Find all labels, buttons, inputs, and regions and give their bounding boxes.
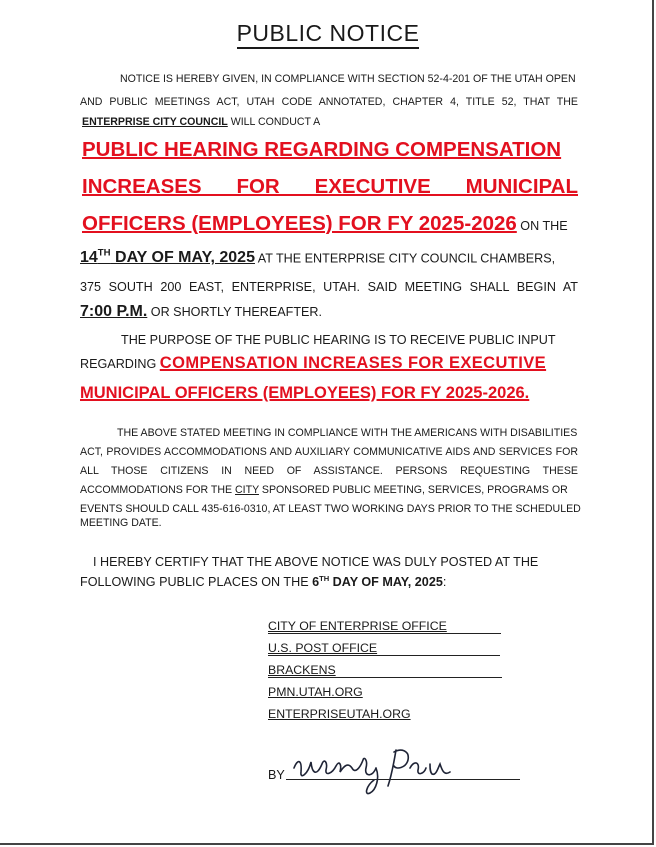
purpose-highlight-1: COMPENSATION INCREASES FOR EXECUTIVE	[159, 354, 547, 372]
notice-line-2: AND PUBLIC MEETINGS ACT, UTAH CODE ANNOTATED, CHAPTER 4, TITLE 52, THAT THE	[80, 96, 578, 108]
ada-line-1: THE ABOVE STATED MEETING IN COMPLIANCE WITH THE AMERICANS WITH DISABILITIES	[117, 427, 578, 439]
location-line: 375 SOUTH 200 EAST, ENTERPRISE, UTAH. SAID MEETING SHALL BEGIN AT	[80, 280, 578, 294]
ada-line-5: EVENTS SHOULD CALL 435-616-0310, AT LEAST TWO WORKING DAYS PRIOR TO THE SCHEDULED	[80, 503, 581, 515]
purpose-line-2: REGARDING COMPENSATION INCREASES FOR EXECUTIVE	[80, 354, 547, 372]
meeting-time: 7:00 P.M.	[80, 303, 148, 320]
hearing-title-line-3: OFFICERS (EMPLOYEES) FOR FY 2025-2026 ON THE	[82, 212, 568, 235]
ada-line-3: ALL THOSE CITIZENS IN NEED OF ASSISTANCE. PERSONS REQUESTING THESE	[80, 465, 578, 477]
ada-line-6: MEETING DATE.	[80, 517, 162, 529]
posting-place-pmn: PMN.UTAH.ORG	[268, 685, 363, 699]
posting-place-post-office: U.S. POST OFFICE	[268, 641, 378, 655]
by-label: BY	[268, 768, 285, 782]
purpose-line-1: THE PURPOSE OF THE PUBLIC HEARING IS TO RECEIVE PUBLIC INPUT	[121, 333, 556, 347]
hearing-date-line: 14TH DAY OF MAY, 2025 AT THE ENTERPRISE CITY COUNCIL CHAMBERS,	[80, 248, 556, 267]
place-underline	[268, 677, 502, 678]
hearing-title-line-2: INCREASES FOR EXECUTIVE MUNICIPAL	[82, 175, 578, 198]
place-underline	[268, 655, 500, 656]
council-name: ENTERPRISE CITY COUNCIL	[82, 116, 228, 128]
certify-line-1: I HEREBY CERTIFY THAT THE ABOVE NOTICE WAS DULY POSTED AT THE	[93, 555, 539, 569]
handwritten-signature	[284, 738, 459, 798]
posting-place-brackens: BRACKENS	[268, 663, 336, 677]
ada-line-4: ACCOMMODATIONS FOR THE CITY SPONSORED PUBLIC MEETING, SERVICES, PROGRAMS OR	[80, 484, 568, 496]
time-line: 7:00 P.M. OR SHORTLY THEREAFTER.	[80, 303, 323, 320]
certify-line-2: FOLLOWING PUBLIC PLACES ON THE 6TH DAY OF MAY, 2025:	[80, 574, 447, 590]
hearing-title-line-1: PUBLIC HEARING REGARDING COMPENSATION	[82, 138, 562, 161]
ada-line-2: ACT, PROVIDES ACCOMMODATIONS AND AUXILIARY COMMUNICATIVE AIDS AND SERVICES FOR	[80, 446, 578, 458]
posting-place-website: ENTERPRISEUTAH.ORG	[268, 707, 411, 721]
posting-place-city-office: CITY OF ENTERPRISE OFFICE	[268, 619, 447, 633]
hearing-date: 14TH DAY OF MAY, 2025	[80, 248, 255, 267]
page-title: PUBLIC NOTICE	[0, 20, 656, 47]
notice-line-1: NOTICE IS HEREBY GIVEN, IN COMPLIANCE WITH SECTION 52-4-201 OF THE UTAH OPEN	[120, 73, 576, 85]
place-underline	[268, 633, 501, 634]
notice-line-3: ENTERPRISE CITY COUNCIL WILL CONDUCT A	[82, 116, 321, 128]
purpose-highlight-2: MUNICIPAL OFFICERS (EMPLOYEES) FOR FY 2025-2026.	[80, 384, 530, 402]
